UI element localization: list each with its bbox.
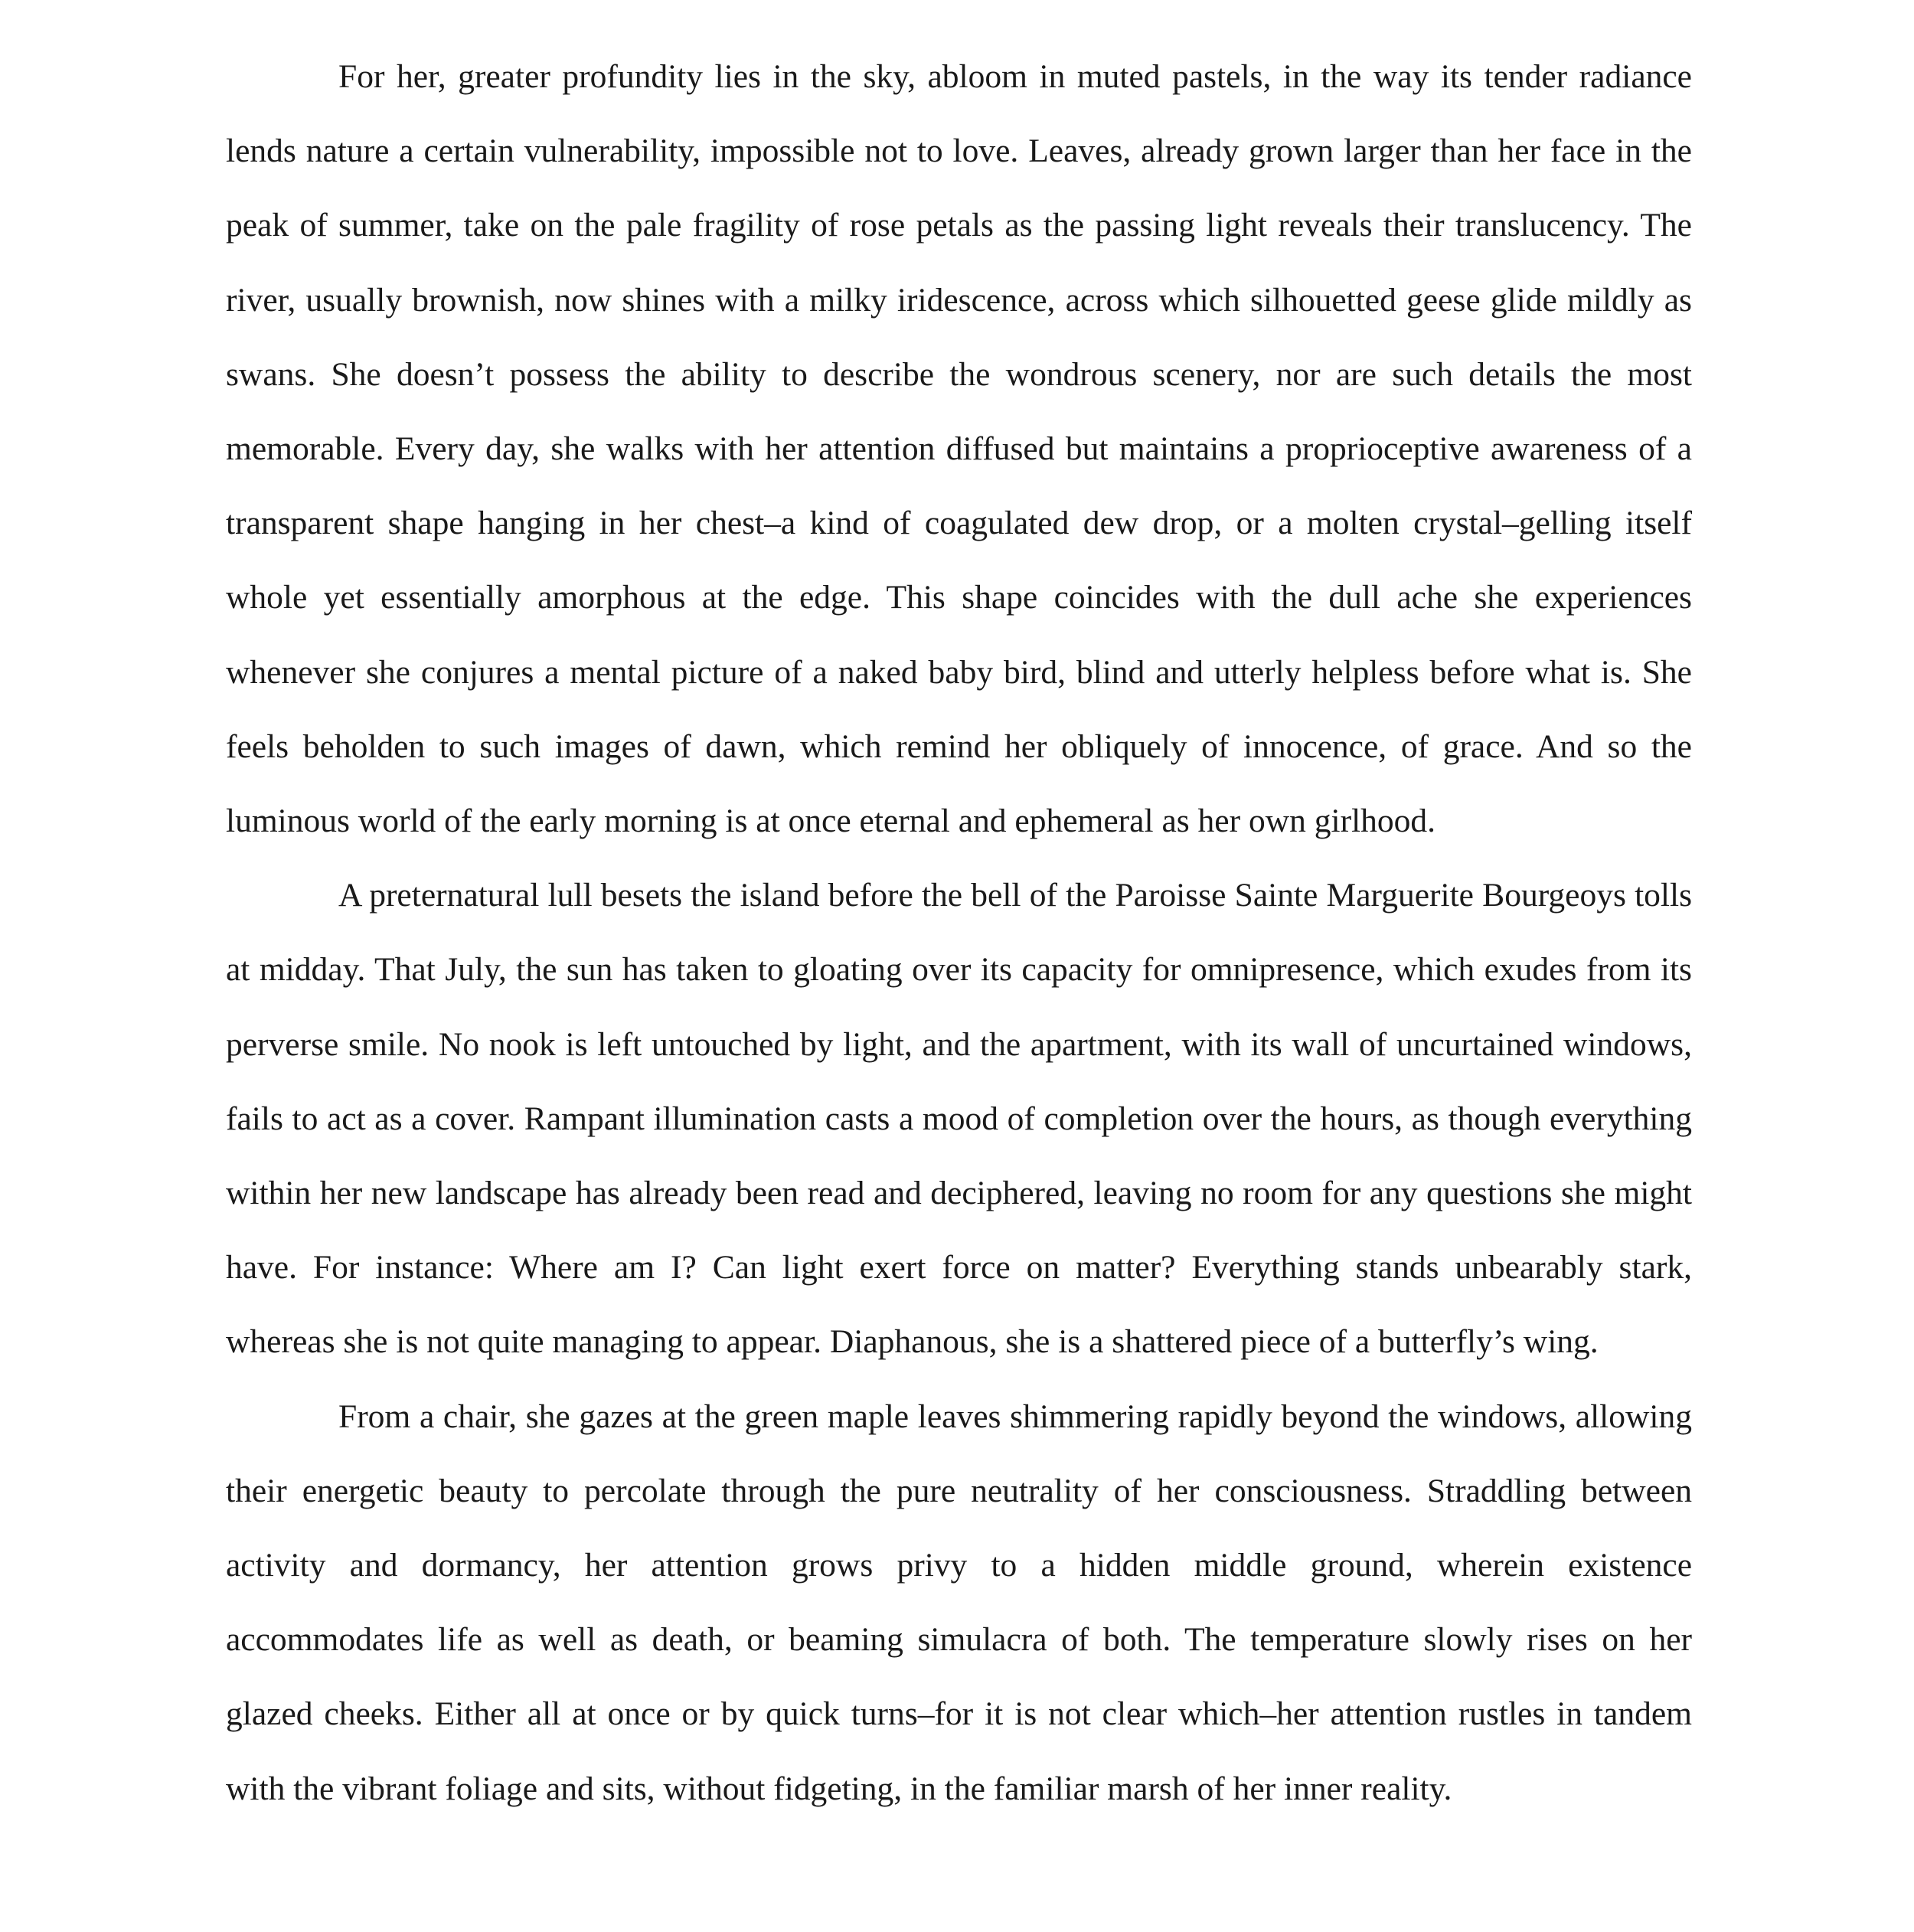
paragraph-3: From a chair, she gazes at the green maple leaves shimmering rapidly beyond the windows, allowing their energetic beauty to percolate through the pure neutrality of her consciousness. Straddling between activity and dormancy, her attention grows privy to a hidden middle ground, wherein existence accommodates life as well as death, or beaming simulacra of both. The temperature slowly rises on her glazed cheeks. Either all at once or by quick turns–for it is not clear which–her attention rustles in tandem with the vibrant foliage and sits, without fidgeting, in the familiar marsh of her inner reality. [226,1398,1692,1807]
paragraph-1: For her, greater profundity lies in the sky, abloom in muted pastels, in the way its tender radiance lends nature a certain vulnerability, impossible not to love. Leaves, already grown larger than her face in the peak of summer, take on the pale fragility of rose petals as the passing light reveals their translucency. The river, usually brownish, now shines with a milky iridescence, across which silhouetted geese glide mildly as swans. She doesn’t possess the ability to describe the wondrous scenery, nor are such details the most memorable. Every day, she walks with her attention diffused but maintains a proprioceptive awareness of a transparent shape hanging in her chest–a kind of coagulated dew drop, or a molten crystal–gelling itself whole yet essentially amorphous at the edge. This shape coincides with the dull ache she experiences whenever she conjures a mental picture of a naked baby bird, blind and utterly helpless before what is. She feels beholden to such images of dawn, which remind her obliquely of innocence, of grace. And so the luminous world of the early morning is at once eternal and ephemeral as her own girlhood. [226,58,1692,840]
document-page [226,40,1692,1826]
paragraph-2: A preternatural lull besets the island before the bell of the Paroisse Sainte Marguerite Bourgeoys tolls at midday. That July, the sun has taken to gloating over its capacity for omnipresence, which exudes from its perverse smile. No nook is left untouched by light, and the apartment, with its wall of uncurtained windows, fails to act as a cover. Rampant illumination casts a mood of completion over the hours, as though everything within her new landscape has already been read and deciphered, leaving no room for any questions she might have. For instance: Where am I? Can light exert force on matter? Everything stands unbearably stark, whereas she is not quite managing to appear. Diaphanous, she is a shattered piece of a butterfly’s wing. [226,877,1692,1361]
